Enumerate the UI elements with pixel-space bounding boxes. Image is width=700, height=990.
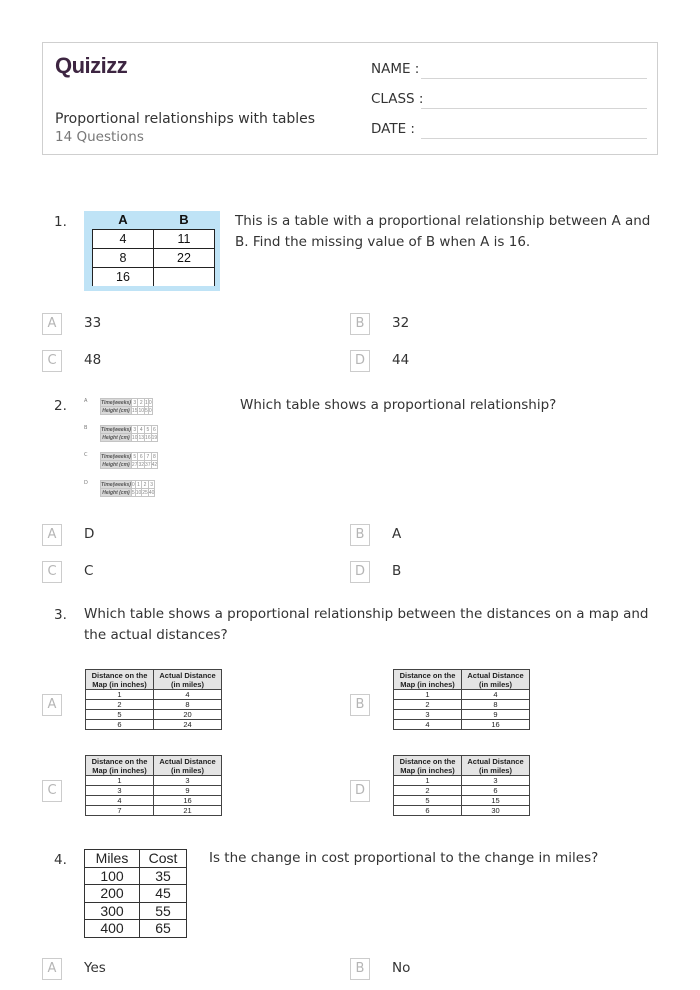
q3-option-a-table xyxy=(85,669,222,730)
option-text: Yes xyxy=(84,960,106,976)
table-cell: 42 xyxy=(151,461,158,468)
table-cell: 300 xyxy=(85,902,140,920)
option-letter: B xyxy=(350,958,370,980)
table-header: Miles xyxy=(85,850,140,868)
table-cell: 40 xyxy=(148,489,155,496)
question-4-number: 4. xyxy=(54,852,67,868)
table-cell: 9 xyxy=(154,786,222,796)
table-cell: 4 xyxy=(154,690,222,700)
worksheet-header xyxy=(42,42,658,155)
table-cell: 13 xyxy=(138,434,145,441)
table-cell: 1 xyxy=(86,776,154,786)
table-cell: 10 xyxy=(131,434,138,441)
table-cell: 1 xyxy=(394,776,462,786)
table-cell: 8 xyxy=(462,700,530,710)
option-letter: A xyxy=(42,958,62,980)
table-header: Distance on the Map (in inches) xyxy=(86,756,154,776)
table-label: C xyxy=(84,452,88,458)
table-cell: 6 xyxy=(462,786,530,796)
table-header: Actual Distance (in miles) xyxy=(154,756,222,776)
table-cell: 15 xyxy=(131,407,138,414)
table-cell: 16 xyxy=(145,434,151,441)
table-cell: 400 xyxy=(85,920,140,938)
table-cell: 3 xyxy=(86,786,154,796)
table-cell: 1 xyxy=(137,481,140,488)
table-cell: 4 xyxy=(462,690,530,700)
question-4-table xyxy=(84,849,187,938)
table-cell: 1 xyxy=(86,690,154,700)
q3-option-c-table xyxy=(85,755,222,816)
question-1-number: 1. xyxy=(54,214,67,230)
table-cell: 3 xyxy=(154,776,222,786)
table-cell: 3 xyxy=(462,776,530,786)
question-3-text: Which table shows a proportional relationship between the distances on a map and the actual distances? xyxy=(84,606,649,643)
q3-option-b-table xyxy=(393,669,530,730)
table-cell: 30 xyxy=(462,806,530,816)
table-cell: 2 xyxy=(86,700,154,710)
table-cell: 37 xyxy=(145,461,151,468)
q3-option-d-table xyxy=(393,755,530,816)
table-header: A xyxy=(118,212,128,228)
quizizz-logo: Quizizz xyxy=(55,53,128,78)
question-4-text: Is the change in cost proportional to the change in miles? xyxy=(209,850,599,866)
table-cell: 6 xyxy=(153,426,156,433)
option-letter: C xyxy=(42,561,62,583)
table-cell: 6 xyxy=(86,720,154,730)
table-header: Distance on the Map (in inches) xyxy=(86,670,154,690)
table-cell: 0 xyxy=(131,481,135,488)
table-cell: 5 xyxy=(133,453,137,460)
question-3-number: 3. xyxy=(54,607,67,623)
option-text: D xyxy=(84,526,95,542)
table-cell: 65 xyxy=(140,920,187,938)
table-cell: 6 xyxy=(394,806,462,816)
table-cell: 25 xyxy=(142,489,148,496)
table-cell: 16 xyxy=(93,267,154,286)
table-cell: 2 xyxy=(394,786,462,796)
table-cell: 2 xyxy=(139,399,143,406)
table-cell: 4 xyxy=(93,229,154,248)
table-cell: 7 xyxy=(146,453,150,460)
row-label: Height (cm) xyxy=(102,434,130,441)
option-text: 33 xyxy=(84,315,102,331)
question-2-text: Which table shows a proportional relationship? xyxy=(240,397,557,413)
row-label: Height (cm) xyxy=(102,489,130,496)
table-cell: 55 xyxy=(140,902,187,920)
table-cell: 9 xyxy=(462,710,530,720)
row-label: Time(weeks) xyxy=(101,453,131,460)
table-cell: 27 xyxy=(131,461,138,468)
option-letter: D xyxy=(350,561,370,583)
option-letter: B xyxy=(350,694,370,716)
table-cell: 100 xyxy=(85,867,140,885)
question-2-number: 2. xyxy=(54,398,67,414)
table-header: Actual Distance (in miles) xyxy=(462,756,530,776)
option-letter: B xyxy=(350,313,370,335)
table-cell: 4 xyxy=(86,796,154,806)
question-count: 14 Questions xyxy=(55,129,144,145)
table-cell: 5 xyxy=(86,710,154,720)
table-cell: 5 xyxy=(131,489,135,496)
option-text: No xyxy=(392,960,411,976)
table-cell: 24 xyxy=(154,720,222,730)
table-cell: 4 xyxy=(394,720,462,730)
option-letter: C xyxy=(42,780,62,802)
row-label: Height (cm) xyxy=(102,407,130,414)
table-cell: 3 xyxy=(133,399,137,406)
class-line[interactable] xyxy=(421,108,647,109)
name-line[interactable] xyxy=(421,78,647,79)
table-cell: 45 xyxy=(140,885,187,903)
table-cell: 1 xyxy=(394,690,462,700)
table-cell: 4 xyxy=(139,426,143,433)
question-1-text: This is a table with a proportional relationship between A and B. Find the missing value of B when A is 16. xyxy=(235,213,651,250)
class-field[interactable] xyxy=(371,91,647,111)
table-cell: 10 xyxy=(138,407,145,414)
row-label: Time(weeks) xyxy=(101,481,131,488)
table-header: Actual Distance (in miles) xyxy=(462,670,530,690)
option-letter: D xyxy=(350,780,370,802)
table-label: B xyxy=(84,425,88,431)
table-cell: 0 xyxy=(148,399,152,406)
table-header: Cost xyxy=(140,850,187,868)
table-cell: 7 xyxy=(86,806,154,816)
table-cell: 10 xyxy=(135,489,142,496)
option-letter: B xyxy=(350,524,370,546)
name-label: NAME : xyxy=(371,61,420,77)
question-1-table xyxy=(84,211,220,291)
option-text: 48 xyxy=(84,352,102,368)
table-cell: 8 xyxy=(93,248,154,267)
table-cell: 6 xyxy=(139,453,143,460)
table-cell: 5 xyxy=(145,407,148,414)
table-cell: 3 xyxy=(394,710,462,720)
table-cell: 2 xyxy=(143,481,147,488)
worksheet-title: Proportional relationships with tables xyxy=(55,111,316,127)
table-cell: 5 xyxy=(394,796,462,806)
table-header: Actual Distance (in miles) xyxy=(154,670,222,690)
table-cell: 15 xyxy=(462,796,530,806)
table-cell: 2 xyxy=(394,700,462,710)
row-label: Time(weeks) xyxy=(101,426,131,433)
option-text: B xyxy=(392,563,402,579)
table-cell: 20 xyxy=(154,710,222,720)
option-text: C xyxy=(84,563,94,579)
table-cell: 35 xyxy=(140,867,187,885)
table-header: B xyxy=(179,212,189,228)
table-cell: 1 xyxy=(145,399,148,406)
option-text: 32 xyxy=(392,315,410,331)
option-text: A xyxy=(392,526,402,542)
table-cell: 3 xyxy=(133,426,137,433)
table-cell: 21 xyxy=(154,806,222,816)
option-text: 44 xyxy=(392,352,410,368)
table-cell xyxy=(154,267,215,286)
row-label: Time(weeks) xyxy=(101,399,131,406)
table-cell: 19 xyxy=(151,434,158,441)
table-cell: 8 xyxy=(154,700,222,710)
option-letter: D xyxy=(350,350,370,372)
table-cell: 16 xyxy=(154,796,222,806)
table-cell: 3 xyxy=(150,481,153,488)
table-cell: 16 xyxy=(462,720,530,730)
table-label: A xyxy=(84,398,88,404)
table-cell: 200 xyxy=(85,885,140,903)
table-cell: 32 xyxy=(138,461,145,468)
table-label: D xyxy=(84,480,88,486)
option-letter: A xyxy=(42,694,62,716)
table-header: Distance on the Map (in inches) xyxy=(394,756,462,776)
table-cell: 22 xyxy=(154,248,215,267)
table-cell: 8 xyxy=(153,453,156,460)
option-letter: A xyxy=(42,313,62,335)
date-line[interactable] xyxy=(421,138,647,139)
class-label: CLASS : xyxy=(371,91,424,107)
table-cell: 0 xyxy=(148,407,152,414)
date-label: DATE : xyxy=(371,121,415,137)
table-cell: 11 xyxy=(154,229,215,248)
table-cell: 5 xyxy=(146,426,150,433)
date-field[interactable] xyxy=(371,121,647,141)
option-letter: C xyxy=(42,350,62,372)
row-label: Height (cm) xyxy=(102,461,130,468)
table-header: Distance on the Map (in inches) xyxy=(394,670,462,690)
name-field[interactable] xyxy=(371,61,647,81)
option-letter: A xyxy=(42,524,62,546)
